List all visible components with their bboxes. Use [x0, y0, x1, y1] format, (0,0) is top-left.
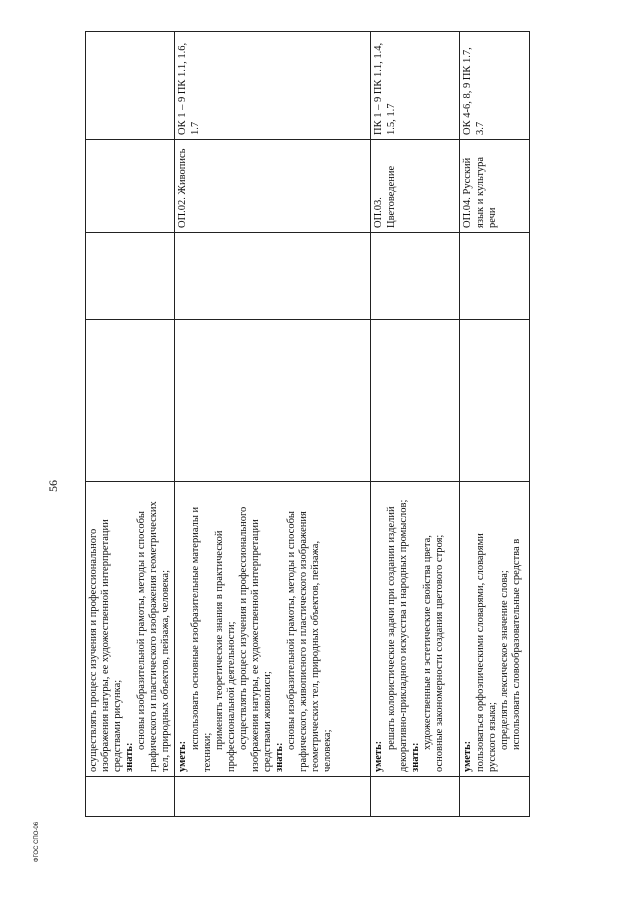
empty-cell: [371, 777, 460, 817]
table-row: [371, 32, 460, 817]
empty-cell: [371, 320, 460, 482]
requirement-line: средствами живописи;: [261, 671, 273, 772]
section-heading: уметь:: [177, 740, 189, 772]
requirement-line: использовать словообразовательные средства в: [510, 538, 522, 750]
requirement-line: русского языка;: [486, 702, 498, 772]
requirement-line: профессиональной деятельности;: [225, 621, 237, 772]
table-row: [175, 32, 371, 817]
requirement-line: основные закономерности создания цветового строя;: [433, 534, 445, 772]
requirements-cell: [371, 482, 460, 777]
section-heading: знать:: [409, 742, 421, 772]
requirement-line: человека;: [322, 729, 334, 772]
requirement-line: техники;: [201, 732, 213, 772]
competences-cell: ОК 1 – 9 ПК 1.1, 1.6, 1.7: [175, 32, 371, 140]
competences-cell: ПК 1 – 9 ПК 1.1, 1.4, 1.5, 1.7: [371, 32, 460, 140]
requirement-line: пользоваться орфоэпическими словарями, словарями: [474, 533, 486, 772]
page-number: 56: [46, 480, 60, 492]
requirement-line: основы изобразительной грамоты, методы и способы: [136, 511, 148, 750]
requirement-line: осуществлять процесс изучения и профессионального: [88, 528, 99, 772]
rotated-table-container: [85, 32, 527, 817]
requirement-line: средствами рисунка;: [112, 679, 124, 772]
discipline-code-cell: ОП.04. Русский язык и культура речи: [460, 140, 530, 233]
requirement-line: тел, природных объектов, пейзажа, человека;: [160, 570, 172, 772]
requirement-line: основы изобразительной грамоты, методы и способы: [286, 511, 297, 750]
empty-cell: [175, 320, 371, 482]
discipline-code-cell: ОП.02. Живопись: [175, 140, 371, 233]
empty-cell: [86, 320, 175, 482]
footer-code: ФГОС СПО-06: [34, 821, 40, 863]
table-row: [86, 32, 175, 817]
empty-cell: [460, 320, 530, 482]
empty-cell: [371, 233, 460, 320]
section-heading: знать:: [124, 742, 136, 772]
empty-cell: [86, 233, 175, 320]
competences-cell: [86, 32, 175, 140]
requirement-line: решать колористические задачи при создании изделий: [385, 506, 397, 750]
section-heading: уметь:: [462, 740, 474, 772]
empty-cell: [175, 233, 371, 320]
section-heading: знать:: [273, 742, 285, 772]
discipline-code-cell: ОП.03. Цветоведение: [371, 140, 460, 233]
competences-cell: ОК 4-6, 8, 9 ПК 1.7, 3.7: [460, 32, 530, 140]
requirements-cell: [460, 482, 530, 777]
section-heading: уметь:: [373, 740, 385, 772]
requirement-line: осуществлять процесс изучения и профессионального: [237, 506, 249, 750]
curriculum-table: [85, 31, 530, 817]
table-body: [86, 32, 530, 817]
empty-cell: [460, 777, 530, 817]
curriculum-table-wrapper: [85, 32, 527, 817]
requirement-line: использовать основные изобразительные материалы и: [189, 506, 201, 750]
requirement-line: художественные и эстетические свойства цвета,: [421, 535, 433, 750]
empty-cell: [460, 233, 530, 320]
requirement-line: декоративно-прикладного искусства и народных промыслов;: [397, 499, 409, 772]
table-row: [460, 32, 530, 817]
requirement-line: графического, живописного и пластического изображения: [298, 511, 310, 772]
empty-cell: [175, 777, 371, 817]
discipline-code-cell: [86, 140, 175, 233]
requirement-line: геометрических тел, природных объектов, пейзажа,: [310, 540, 322, 772]
requirements-cell: [86, 482, 175, 777]
requirement-line: применять теоретические знания в практической: [213, 530, 225, 750]
requirement-line: изображения натуры, ее художественной интерпретации: [100, 519, 112, 772]
requirement-line: определять лексическое значение слова;: [498, 570, 510, 750]
empty-cell: [86, 777, 175, 817]
requirement-line: графического и пластического изображения геометрических: [148, 501, 160, 772]
requirement-line: изображения натуры, ее художественной интерпретации: [249, 519, 261, 772]
requirements-cell: [175, 482, 371, 777]
